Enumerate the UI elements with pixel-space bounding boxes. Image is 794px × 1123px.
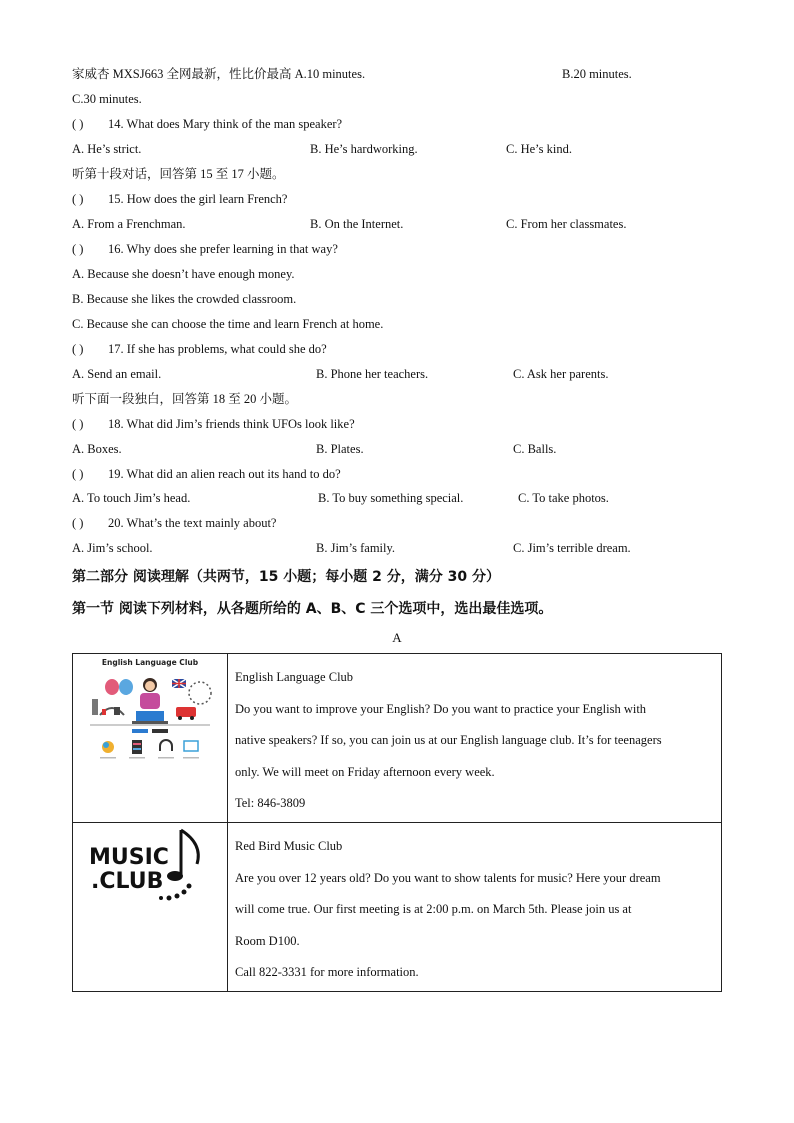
monologue-instruction: 听下面一段独白，回答第 18 至 20 小题。 <box>72 392 298 406</box>
english-club-image <box>73 654 228 823</box>
bus-icon <box>176 707 196 717</box>
music-club-image <box>73 823 228 992</box>
section-1-heading: 第一节 阅读下列材料，从各题所给的 A、B、C 三个选项中，选出最佳选项。 <box>72 601 553 617</box>
q18-option-b: B. Plates. <box>316 442 364 456</box>
music-club-call: Call 822-3331 for more information. <box>235 965 419 979</box>
q13-option-b: B.20 minutes. <box>562 67 632 81</box>
music-club-text <box>228 823 722 992</box>
english-club-illustration <box>80 655 220 765</box>
english-club-name: English Language Club <box>235 670 354 684</box>
music-logo-line-2: .CLUB <box>91 869 164 894</box>
english-club-line-3: only. We will meet on Friday afternoon every week. <box>235 764 495 779</box>
q19-option-a: A. To touch Jim’s head. <box>72 491 191 505</box>
q18-option-c: C. Balls. <box>513 442 557 456</box>
clubs-table <box>72 653 722 992</box>
q17-option-c: C. Ask her parents. <box>513 367 609 381</box>
question-20: ( ) 20. What’s the text mainly about? <box>72 516 277 530</box>
q19-option-b: B. To buy something special. <box>318 491 464 505</box>
tower-icon <box>92 699 98 715</box>
q15-option-a: A. From a Frenchman. <box>72 217 186 231</box>
question-15: ( ) 15. How does the girl learn French? <box>72 192 288 206</box>
screen-icon <box>184 741 198 751</box>
q20-option-b: B. Jim’s family. <box>316 541 396 555</box>
q14-option-b: B. He’s hardworking. <box>310 142 418 156</box>
music-club-name: Red Bird Music Club <box>235 839 343 853</box>
music-logo-line-1: MUSIC <box>89 845 169 870</box>
section-10-instruction: 听第十段对话，回答第 15 至 17 小题。 <box>72 167 285 181</box>
q20-option-c: C. Jim’s terrible dream. <box>513 541 631 555</box>
q13-option-c: C.30 minutes. <box>72 92 142 106</box>
q15-option-c: C. From her classmates. <box>506 217 627 231</box>
club-row-english <box>73 654 722 823</box>
q17-option-b: B. Phone her teachers. <box>316 367 429 381</box>
english-club-line-2: native speakers? If so, you can join us at our English language club. It’s for teenagers <box>235 733 662 747</box>
music-club-line-1: Are you over 12 years old? Do you want to show talents for music? Here your dream <box>235 870 661 885</box>
q19-option-c: C. To take photos. <box>518 491 609 505</box>
q17-option-a: A. Send an email. <box>72 367 162 381</box>
question-19: ( ) 19. What did an alien reach out its hand to do? <box>72 467 341 481</box>
q20-option-a: A. Jim’s school. <box>72 541 153 555</box>
english-club-line-1: Do you want to improve your English? Do you want to practice your English with <box>235 701 647 716</box>
question-17: ( ) 17. If she has problems, what could she do? <box>72 342 327 356</box>
q16-option-b: B. Because she likes the crowded classroom. <box>72 292 297 306</box>
question-18: ( ) 18. What did Jim’s friends think UFOs look like? <box>72 417 355 431</box>
english-club-text <box>228 654 722 823</box>
music-club-line-3: Room D100. <box>235 933 300 948</box>
q15-option-b: B. On the Internet. <box>310 217 404 231</box>
part-2-heading: 第二部分 阅读理解（共两节，15 小题；每小题 2 分，满分 30 分） <box>72 569 500 585</box>
question-16: ( ) 16. Why does she prefer learning in that way? <box>72 242 338 256</box>
header-prefix: 家威杏 MXSJ663 全网最新，性比价最高 A.10 minutes. <box>72 67 366 81</box>
english-club-tel: Tel: 846-3809 <box>235 796 306 810</box>
q14-option-a: A. He’s strict. <box>72 142 142 156</box>
music-club-logo <box>85 824 215 914</box>
q16-option-a: A. Because she doesn’t have enough money. <box>72 267 295 281</box>
laptop-icon <box>136 711 164 721</box>
dotted-circle-icon <box>189 682 211 704</box>
brain-icon <box>105 679 119 695</box>
q14-option-c: C. He’s kind. <box>506 142 572 156</box>
headphones-icon <box>160 740 172 751</box>
q18-option-a: A. Boxes. <box>72 442 122 456</box>
book-stack-icon <box>132 740 142 754</box>
club-row-music <box>73 823 722 992</box>
q16-option-c: C. Because she can choose the time and learn French at home. <box>72 317 384 331</box>
person-body-icon <box>140 693 160 709</box>
question-14: ( ) 14. What does Mary think of the man speaker? <box>72 117 343 131</box>
english-club-logo-title: English Language Club <box>101 658 199 667</box>
music-club-line-2: will come true. Our first meeting is at 2:00 p.m. on March 5th. Please join us at <box>235 902 632 916</box>
header-line <box>72 66 365 82</box>
passage-label: A <box>392 630 402 645</box>
brain-icon <box>119 679 133 695</box>
dots-decoration <box>187 884 192 889</box>
